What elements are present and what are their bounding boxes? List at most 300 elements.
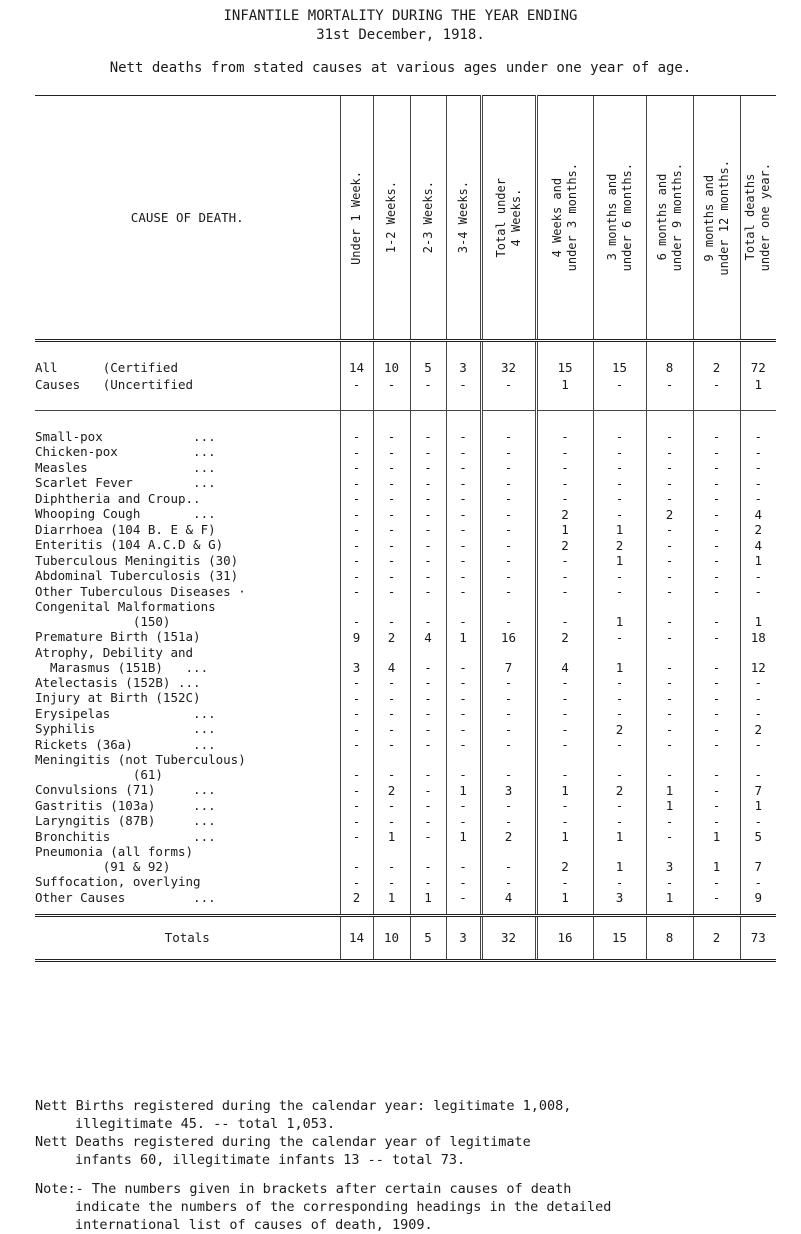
column-header: 6 months and under 9 months. <box>654 163 684 272</box>
table-cell: - <box>593 376 646 393</box>
row-label: Congenital Malformations (150) <box>35 599 216 629</box>
summary-row <box>35 376 776 393</box>
table-cell: 1 <box>646 798 693 814</box>
column-header: 2-3 Weeks. <box>420 181 435 254</box>
table-cell: 1 <box>536 522 593 538</box>
table-cell: - <box>593 690 646 706</box>
table-cell: 15 <box>593 359 646 376</box>
table-cell: - <box>693 890 740 906</box>
table-cell: - <box>740 584 776 600</box>
table-cell: 1 <box>446 629 481 645</box>
spacer-row <box>35 905 776 915</box>
row-label: Other Tuberculous Diseases · <box>35 583 246 599</box>
table-row <box>35 522 776 538</box>
table-cell: - <box>481 690 536 706</box>
row-label: Meningitis (not Tuberculous) (61) <box>35 752 246 782</box>
table-cell: - <box>693 553 740 569</box>
table-cell: - <box>340 813 373 829</box>
table-cell: - <box>693 475 740 491</box>
table-cell: - <box>536 460 593 476</box>
table-cell: 4 <box>740 506 776 522</box>
table-row <box>35 690 776 706</box>
table-cell: - <box>593 629 646 645</box>
table-cell: - <box>646 568 693 584</box>
table-cell: - <box>446 553 481 569</box>
spacer-row <box>35 393 776 411</box>
table-cell: - <box>593 706 646 722</box>
table-cell: - <box>373 376 410 393</box>
table-cell: - <box>373 813 410 829</box>
table-cell: - <box>693 798 740 814</box>
table-row <box>35 444 776 460</box>
table-cell: - <box>340 444 373 460</box>
table-row <box>35 506 776 522</box>
table-cell: 15 <box>536 359 593 376</box>
table-cell: 2 <box>536 629 593 645</box>
table-cell: 2 <box>481 829 536 845</box>
table-cell: 1 <box>536 829 593 845</box>
table-cell: 7 <box>740 844 776 874</box>
table-cell: - <box>340 584 373 600</box>
document-title: INFANTILE MORTALITY DURING THE YEAR ENDING <box>223 8 578 24</box>
table-cell: 2 <box>693 359 740 376</box>
table-cell: - <box>740 737 776 753</box>
table-cell: - <box>646 553 693 569</box>
row-label: Pneumonia (all forms) (91 & 92) <box>35 844 194 874</box>
table-cell: - <box>410 475 446 491</box>
table-row <box>35 645 776 675</box>
table-cell: - <box>693 629 740 645</box>
table-cell: - <box>693 537 740 553</box>
table-cell: 2 <box>740 522 776 538</box>
table-cell: 5 <box>410 359 446 376</box>
table-cell: - <box>481 599 536 629</box>
table-cell: 2 <box>373 629 410 645</box>
table-cell: 9 <box>340 629 373 645</box>
column-header: 1-2 Weeks. <box>384 181 398 254</box>
table-cell: - <box>481 568 536 584</box>
table-cell: - <box>536 721 593 737</box>
table-cell: 12 <box>740 645 776 675</box>
summary-row <box>35 359 776 376</box>
table-cell: 2 <box>536 537 593 553</box>
table-cell: - <box>740 675 776 691</box>
table-cell: - <box>410 645 446 675</box>
table-cell: - <box>410 444 446 460</box>
table-row <box>35 752 776 782</box>
table-cell: 1 <box>446 782 481 798</box>
table-cell: 72 <box>740 359 776 376</box>
table-cell: - <box>481 752 536 782</box>
table-row <box>35 721 776 737</box>
table-row <box>35 737 776 753</box>
table-cell: - <box>740 874 776 890</box>
table-cell: 2 <box>646 506 693 522</box>
table-row <box>35 429 776 445</box>
table-cell: - <box>593 798 646 814</box>
table-cell: - <box>340 376 373 393</box>
column-header: 4 Weeks and under 3 months. <box>550 163 579 272</box>
table-cell: 1 <box>593 553 646 569</box>
table-cell: - <box>740 706 776 722</box>
table-cell: - <box>646 752 693 782</box>
table-cell: 15 <box>593 915 646 960</box>
table-cell: 18 <box>740 629 776 645</box>
table-cell: - <box>373 844 410 874</box>
table-cell: 2 <box>593 537 646 553</box>
table-cell: - <box>410 537 446 553</box>
table-cell: - <box>373 522 410 538</box>
table-row <box>35 460 776 476</box>
table-cell: 2 <box>740 721 776 737</box>
table-cell: - <box>593 429 646 445</box>
table-cell: 2 <box>593 782 646 798</box>
table-cell: - <box>446 690 481 706</box>
table-cell: 1 <box>693 829 740 845</box>
table-cell: - <box>740 444 776 460</box>
table-cell: - <box>740 568 776 584</box>
table-row <box>35 782 776 798</box>
table-cell: - <box>446 645 481 675</box>
column-header: Total under 4 Weeks. <box>493 177 523 258</box>
table-cell: - <box>593 475 646 491</box>
table-cell: - <box>340 460 373 476</box>
table-cell: - <box>410 675 446 691</box>
table-cell: - <box>693 752 740 782</box>
table-cell: - <box>693 737 740 753</box>
table-cell: - <box>536 599 593 629</box>
table-cell: - <box>693 491 740 507</box>
table-cell: - <box>446 475 481 491</box>
row-label: Atelectasis (152B) ... <box>35 674 201 690</box>
table-cell: - <box>410 599 446 629</box>
table-cell: - <box>646 645 693 675</box>
table-cell: - <box>593 584 646 600</box>
table-cell: - <box>410 813 446 829</box>
table-cell: - <box>446 737 481 753</box>
table-cell: 1 <box>593 599 646 629</box>
row-label: Premature Birth (151a) <box>35 629 201 645</box>
table-cell: - <box>593 874 646 890</box>
table-row <box>35 874 776 890</box>
row-label: Other Causes ... <box>35 889 216 905</box>
table-cell: 2 <box>693 915 740 960</box>
table-row <box>35 829 776 845</box>
table-cell: 16 <box>536 915 593 960</box>
table-row <box>35 675 776 691</box>
table-row <box>35 629 776 645</box>
table-cell: - <box>446 844 481 874</box>
table-row <box>35 568 776 584</box>
table-cell: - <box>593 737 646 753</box>
table-cell: - <box>340 721 373 737</box>
table-cell: - <box>446 584 481 600</box>
row-label: Small-pox ... <box>35 428 216 444</box>
table-cell: - <box>536 553 593 569</box>
table-cell: - <box>446 460 481 476</box>
table-cell: - <box>410 491 446 507</box>
table-row <box>35 599 776 629</box>
table-cell: - <box>410 874 446 890</box>
table-cell: - <box>410 829 446 845</box>
table-cell: - <box>340 874 373 890</box>
table-cell: - <box>646 874 693 890</box>
table-body <box>35 341 776 961</box>
row-label: Gastritis (103a) ... <box>35 797 216 813</box>
table-cell: - <box>693 690 740 706</box>
table-cell: - <box>373 506 410 522</box>
table-cell: - <box>593 491 646 507</box>
table-cell: - <box>536 690 593 706</box>
table-cell: - <box>410 460 446 476</box>
table-row <box>35 890 776 906</box>
table-cell: 10 <box>373 915 410 960</box>
table-cell: 14 <box>340 915 373 960</box>
row-label: Causes (Uncertified <box>35 376 194 392</box>
table-cell: - <box>340 553 373 569</box>
table-cell: - <box>593 813 646 829</box>
table-cell: 9 <box>740 890 776 906</box>
table-cell: - <box>646 706 693 722</box>
column-header: Total deaths under one year. <box>743 163 773 272</box>
table-cell: 1 <box>410 890 446 906</box>
table-cell: - <box>373 491 410 507</box>
column-header: 9 months and under 12 months. <box>701 159 731 276</box>
table-cell: 1 <box>446 829 481 845</box>
table-cell: - <box>340 798 373 814</box>
table-cell: 1 <box>740 798 776 814</box>
table-cell: 7 <box>740 782 776 798</box>
table-cell: 1 <box>646 890 693 906</box>
table-cell: - <box>536 813 593 829</box>
table-cell: - <box>340 737 373 753</box>
table-cell: - <box>446 874 481 890</box>
row-label: Rickets (36a) ... <box>35 736 216 752</box>
table-cell: 2 <box>536 844 593 874</box>
table-cell: 4 <box>740 537 776 553</box>
table-row <box>35 537 776 553</box>
row-label: Suffocation, overlying <box>35 874 201 890</box>
table-cell: 1 <box>593 829 646 845</box>
table-cell: 1 <box>373 829 410 845</box>
table-cell: 3 <box>593 890 646 906</box>
table-cell: - <box>446 444 481 460</box>
table-cell: - <box>481 537 536 553</box>
row-label: Atrophy, Debility and Marasmus (151B) ... <box>35 644 209 675</box>
table-row <box>35 475 776 491</box>
table-cell: - <box>446 568 481 584</box>
brackets-note: Note:- The numbers given in brackets after certain causes of death indicate the numbers of the corresponding headings in the detailed international list of causes of death, 1909. <box>35 1181 612 1233</box>
table-cell: 8 <box>646 359 693 376</box>
row-label: Scarlet Fever ... <box>35 475 216 491</box>
table-cell: - <box>340 537 373 553</box>
table-cell: - <box>646 829 693 845</box>
table-cell: - <box>646 376 693 393</box>
row-label: Chicken-pox ... <box>35 444 216 460</box>
table-cell: - <box>740 813 776 829</box>
table-cell: - <box>646 491 693 507</box>
table-cell: - <box>340 599 373 629</box>
table-cell: - <box>410 737 446 753</box>
table-cell: - <box>693 874 740 890</box>
table-cell: 4 <box>410 629 446 645</box>
table-cell: - <box>446 376 481 393</box>
table-cell: - <box>646 460 693 476</box>
table-cell: 1 <box>693 844 740 874</box>
table-cell: 1 <box>593 522 646 538</box>
table-cell: - <box>340 752 373 782</box>
table-row <box>35 584 776 600</box>
table-cell: - <box>446 522 481 538</box>
table-cell: 1 <box>740 553 776 569</box>
row-label: Abdominal Tuberculosis (31) <box>35 568 239 584</box>
row-label: Diphtheria and Croup.. <box>35 490 201 506</box>
table-cell: - <box>481 584 536 600</box>
table-cell: - <box>340 829 373 845</box>
table-cell: - <box>446 706 481 722</box>
table-cell: 7 <box>481 645 536 675</box>
table-row <box>35 553 776 569</box>
table-cell: 14 <box>340 359 373 376</box>
table-cell: - <box>481 491 536 507</box>
table-cell: - <box>340 675 373 691</box>
table-cell: - <box>646 475 693 491</box>
totals-label: Totals <box>35 915 340 960</box>
table-cell: 1 <box>740 599 776 629</box>
table-cell: - <box>646 444 693 460</box>
row-label: Laryngitis (87B) ... <box>35 813 216 829</box>
table-cell: 16 <box>481 629 536 645</box>
table-cell: 8 <box>646 915 693 960</box>
table-cell: 2 <box>340 890 373 906</box>
table-cell: - <box>410 844 446 874</box>
table-cell: - <box>410 721 446 737</box>
table-cell: - <box>410 376 446 393</box>
table-cell: - <box>693 675 740 691</box>
table-cell: - <box>536 752 593 782</box>
table-cell: - <box>481 460 536 476</box>
table-cell: - <box>410 752 446 782</box>
table-cell: 4 <box>373 645 410 675</box>
table-cell: - <box>373 475 410 491</box>
table-cell: 3 <box>481 782 536 798</box>
table-cell: - <box>373 737 410 753</box>
deaths-note: Nett Deaths registered during the calendar year of legitimate infants 60, illegitimate infants 13 -- total 73. <box>35 1134 531 1168</box>
row-label: Enteritis (104 A.C.D & G) <box>35 537 224 553</box>
table-cell: - <box>373 584 410 600</box>
table-cell: - <box>340 475 373 491</box>
table-cell: - <box>536 429 593 445</box>
table-cell: - <box>446 491 481 507</box>
table-cell: - <box>693 706 740 722</box>
table-cell: - <box>446 890 481 906</box>
table-cell: - <box>536 568 593 584</box>
table-cell: - <box>693 376 740 393</box>
totals-row <box>35 915 776 960</box>
table-cell: - <box>646 675 693 691</box>
births-note: Nett Births registered during the calendar year: legitimate 1,008, illegitimate 45. -- total 1,053. <box>35 1098 572 1132</box>
table-cell: - <box>410 568 446 584</box>
table-cell: - <box>740 752 776 782</box>
table-cell: - <box>536 874 593 890</box>
table-cell: 5 <box>740 829 776 845</box>
table-cell: - <box>593 506 646 522</box>
table-cell: - <box>593 568 646 584</box>
table-cell: - <box>536 675 593 691</box>
table-cell: - <box>481 522 536 538</box>
table-cell: - <box>446 798 481 814</box>
table-cell: - <box>373 798 410 814</box>
table-row <box>35 798 776 814</box>
column-header: Under 1 Week. <box>349 170 363 265</box>
table-cell: - <box>593 460 646 476</box>
table-cell: - <box>740 475 776 491</box>
table-cell: - <box>646 522 693 538</box>
table-cell: - <box>373 537 410 553</box>
table-cell: - <box>481 706 536 722</box>
table-cell: - <box>693 584 740 600</box>
table-cell: - <box>340 782 373 798</box>
table-cell: 4 <box>536 645 593 675</box>
row-label: All (Certified <box>35 359 178 375</box>
table-cell: 1 <box>593 844 646 874</box>
table-cell: - <box>536 737 593 753</box>
table-cell: - <box>693 782 740 798</box>
table-cell: - <box>536 475 593 491</box>
table-cell: - <box>740 690 776 706</box>
table-cell: - <box>373 553 410 569</box>
table-cell: - <box>536 584 593 600</box>
table-cell: - <box>536 444 593 460</box>
table-cell: - <box>481 475 536 491</box>
table-cell: - <box>536 491 593 507</box>
table-cell: - <box>340 844 373 874</box>
table-cell: 1 <box>740 376 776 393</box>
document-date-line: 31st December, 1918. <box>316 27 485 43</box>
table-cell: - <box>646 599 693 629</box>
row-label: Whooping Cough ... <box>35 506 216 522</box>
table-cell: - <box>446 537 481 553</box>
table-cell: 1 <box>536 890 593 906</box>
column-header: 3 months and under 6 months. <box>604 163 634 272</box>
table-cell: - <box>446 599 481 629</box>
table-cell: - <box>481 376 536 393</box>
table-cell: - <box>693 568 740 584</box>
table-cell: - <box>446 752 481 782</box>
table-cell: - <box>373 460 410 476</box>
table-cell: - <box>481 874 536 890</box>
row-label: Diarrhoea (104 B. E & F) <box>35 521 216 537</box>
table-cell: - <box>481 429 536 445</box>
table-cell: - <box>693 645 740 675</box>
table-cell: - <box>646 690 693 706</box>
table-cell: - <box>446 721 481 737</box>
table-cell: - <box>373 429 410 445</box>
table-cell: 1 <box>536 376 593 393</box>
table-cell: - <box>340 429 373 445</box>
table-cell: - <box>693 599 740 629</box>
row-label: Tuberculous Meningitis (30) <box>35 552 239 568</box>
row-label: Bronchitis ... <box>35 828 216 844</box>
table-cell: - <box>446 675 481 691</box>
table-cell: - <box>481 813 536 829</box>
table-cell: 1 <box>593 645 646 675</box>
spacer-row <box>35 411 776 429</box>
table-cell: - <box>646 629 693 645</box>
table-cell: 3 <box>646 844 693 874</box>
table-row <box>35 844 776 874</box>
table-cell: - <box>373 675 410 691</box>
